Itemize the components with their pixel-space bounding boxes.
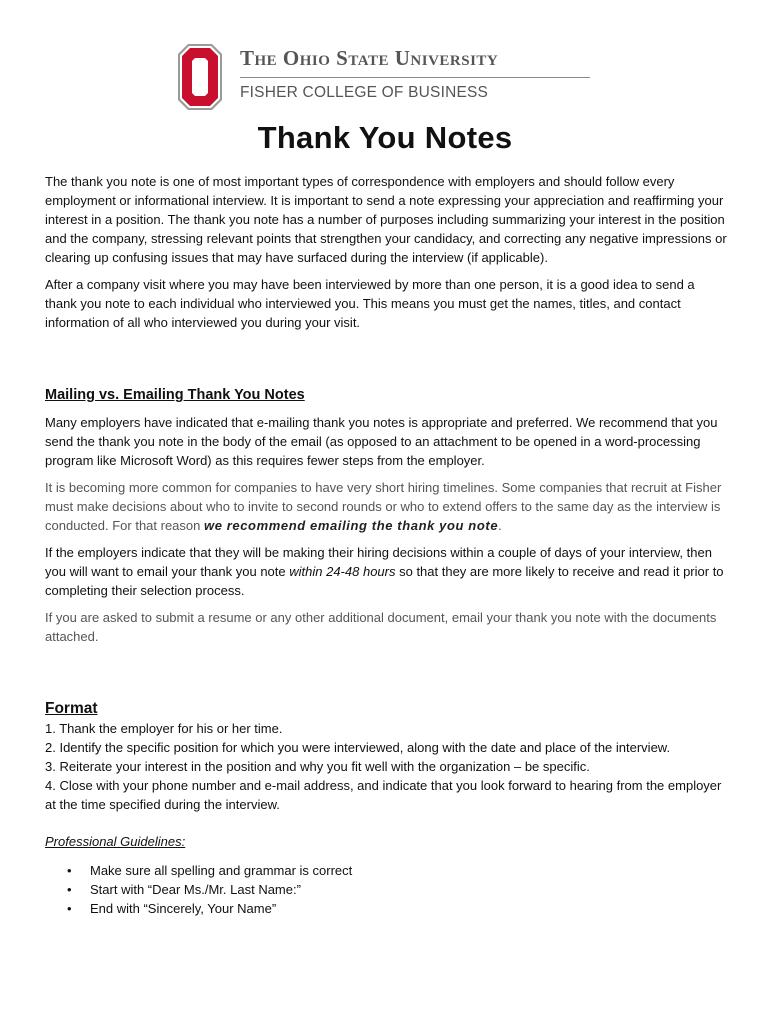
mailing-paragraph-3-text: If the employers indicate that they will be making their hiring decisions within a couple of days of your interview, then you will want to email your thank you note — [45, 545, 712, 579]
recommend-email-emphasis: we recommend emailing the thank you note — [203, 518, 499, 533]
format-heading: Format — [45, 700, 98, 717]
mailing-paragraph-2-end: . — [498, 518, 502, 533]
format-item-1: 1. Thank the employer for his or her time. — [45, 721, 283, 736]
guidelines-label: Professional Guidelines: — [45, 834, 186, 849]
format-item-4: 4. Close with your phone number and e-mail address, and indicate that you look forward to hearing from the employer at the time specified during the interview. — [45, 778, 722, 812]
mailing-paragraph-4: If you are asked to submit a resume or any other additional document, email your thank you note with the documents attached. — [45, 610, 717, 644]
intro-paragraph-2: After a company visit where you may have been interviewed by more than one person, it is a good idea to send a thank you note to each individual who interviewed you. This means you must get the names, titles, and contact information of all who interviewed you during your visit. — [45, 277, 695, 330]
guideline-text: Start with “Dear Ms./Mr. Last Name:” — [90, 882, 301, 897]
page-title: Thank You Notes — [257, 120, 513, 155]
list-item — [45, 880, 727, 899]
mailing-heading: Mailing vs. Emailing Thank You Notes — [45, 387, 305, 403]
mailing-paragraph-2-text: It is becoming more common for companies to have very short hiring timelines. Some companies that recruit at Fisher must make decisions about who to invite to second rounds or who to extend offers to the same day as the interview is conducted. For that reason — [45, 480, 722, 533]
bullet-icon: • — [67, 863, 72, 878]
header-divider — [240, 77, 590, 78]
mailing-paragraph-2 — [45, 478, 727, 535]
guidelines-list — [45, 861, 727, 918]
header — [178, 44, 598, 112]
mailing-paragraph-1: Many employers have indicated that e-mailing thank you notes is appropriate and preferred. We recommend that you send the thank you note in the body of the email (as opposed to an attachment to be opened in a word-processing program like Microsoft Word) as this requires fewer steps from the employer. — [45, 415, 718, 468]
mailing-paragraph-3 — [45, 543, 727, 600]
list-item — [45, 899, 727, 918]
format-item-3: 3. Reiterate your interest in the position and why you fit well with the organization – be specific. — [45, 759, 590, 774]
bullet-icon: • — [67, 901, 72, 916]
intro-paragraph-1: The thank you note is one of most important types of correspondence with employers and should follow every employment or informational interview. It is important to send a note expressing your appreciation and reaffirming your interest in a position. The thank you note has a number of purposes including summarizing your interest in the position and the company, stressing relevant points that strengthen your candidacy, and correcting any negative impressions or clearing up confusing issues that may have surfaced during the interview (if applicable). — [45, 174, 727, 265]
college-name: FISHER COLLEGE OF BUSINESS — [240, 84, 489, 101]
list-item — [45, 861, 727, 880]
block-o-logo-icon — [178, 44, 222, 110]
document-body — [45, 172, 727, 918]
bullet-icon: • — [67, 882, 72, 897]
guideline-text: Make sure all spelling and grammar is correct — [90, 863, 353, 878]
logo-letter: O — [199, 84, 201, 85]
university-name: The Ohio State University — [240, 46, 499, 70]
mailing-paragraph-3-end: so that they are more likely to receive and read it prior to completing their selection process. — [45, 564, 724, 598]
timeframe-emphasis: within 24-48 hours — [289, 564, 396, 579]
guideline-text: End with “Sincerely, Your Name” — [90, 901, 277, 916]
format-item-2: 2. Identify the specific position for which you were interviewed, along with the date and place of the interview. — [45, 740, 671, 755]
